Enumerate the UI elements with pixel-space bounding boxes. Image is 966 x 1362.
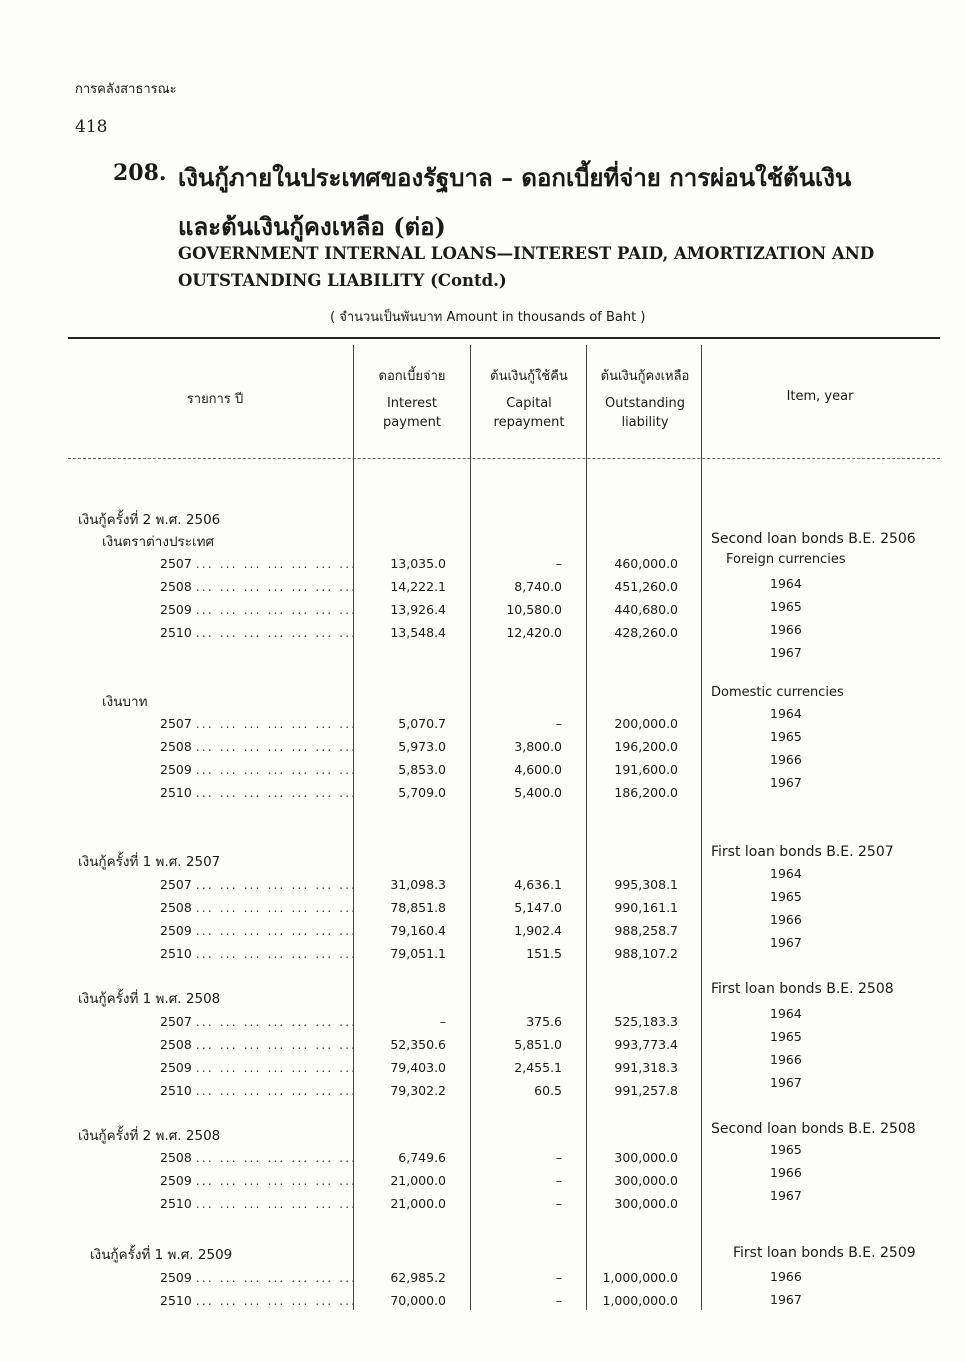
column-header-capital [476,367,582,432]
capital-cell: 60.5 [534,1083,562,1098]
interest-cell: 62,985.2 [390,1270,446,1285]
capital-cell: 12,420.0 [506,625,562,640]
row-year: 2508 ... ... ... ... ... ... ... [160,900,358,915]
capital-cell: 4,636.1 [514,877,562,892]
title-english-line1: GOVERNMENT INTERNAL LOANS—INTEREST PAID, AMORTIZATION AND [178,244,875,263]
interest-cell: 5,853.0 [398,762,446,777]
capital-cell: 2,455.1 [514,1060,562,1075]
outstanding-cell: 196,200.0 [614,739,678,754]
capital-cell: – [555,716,562,731]
row-year: 2508 ... ... ... ... ... ... ... [160,739,358,754]
outstanding-cell: 428,260.0 [614,625,678,640]
title-thai-line2: และต้นเงินกู้คงเหลือ (ต่อ) [178,212,446,241]
english-year: 1966 [770,912,802,927]
column-header-interest-en: Interest payment [383,396,441,430]
interest-cell: 79,403.0 [390,1060,446,1075]
group-label-th: เงินกู้ครั้งที่ 1 พ.ศ. 2507 [78,854,221,870]
english-year: 1967 [770,935,802,950]
capital-cell: 375.6 [526,1014,562,1029]
row-year: 2509 ... ... ... ... ... ... ... [160,602,358,617]
column-divider-3 [586,345,587,1310]
outstanding-cell: 1,000,000.0 [602,1293,678,1308]
group-sublabel-en: Domestic currencies [711,685,844,700]
running-head: การคลังสาธารณะ [75,82,177,97]
column-divider-2 [470,345,471,1310]
english-year: 1966 [770,1269,802,1284]
row-year: 2509 ... ... ... ... ... ... ... [160,1270,358,1285]
group-sublabel-th: เงินตราต่างประเทศ [102,534,215,550]
column-header-capital-en: Capital repayment [493,396,565,430]
capital-cell: – [555,1173,562,1188]
capital-cell: – [555,1293,562,1308]
page-number: 418 [75,117,108,137]
column-header-outstanding [591,367,699,432]
outstanding-cell: 300,000.0 [614,1196,678,1211]
group-label-th: เงินกู้ครั้งที่ 1 พ.ศ. 2508 [78,991,221,1007]
english-year: 1965 [770,599,802,614]
column-header-outstanding-th: ต้นเงินกู้คงเหลือ [600,369,690,384]
interest-cell: 13,035.0 [390,556,446,571]
outstanding-cell: 988,107.2 [614,946,678,961]
table-number: 208. [113,160,167,186]
row-year: 2509 ... ... ... ... ... ... ... [160,762,358,777]
outstanding-cell: 1,000,000.0 [602,1270,678,1285]
row-year: 2507 ... ... ... ... ... ... ... [160,716,358,731]
group-label-en: First loan bonds B.E. 2507 [711,844,894,860]
english-year: 1967 [770,1188,802,1203]
english-year: 1967 [770,1292,802,1307]
outstanding-cell: 451,260.0 [614,579,678,594]
outstanding-cell: 440,680.0 [614,602,678,617]
english-year: 1966 [770,1165,802,1180]
capital-cell: 5,851.0 [514,1037,562,1052]
capital-cell: 10,580.0 [506,602,562,617]
column-divider-4 [701,345,702,1310]
column-header-item [150,390,280,409]
interest-cell: 79,160.4 [390,923,446,938]
column-header-interest [358,367,466,432]
capital-cell: 5,147.0 [514,900,562,915]
outstanding-cell: 300,000.0 [614,1173,678,1188]
outstanding-cell: 300,000.0 [614,1150,678,1165]
units-note: ( จำนวนเป็นพันบาท Amount in thousands of Baht ) [330,310,646,325]
row-year: 2510 ... ... ... ... ... ... ... [160,946,358,961]
capital-cell: 1,902.4 [514,923,562,938]
english-year: 1965 [770,729,802,744]
outstanding-cell: 186,200.0 [614,785,678,800]
english-year: 1964 [770,866,802,881]
column-header-item-th: รายการ ปี [186,392,244,407]
row-year: 2510 ... ... ... ... ... ... ... [160,1083,358,1098]
english-year: 1964 [770,1006,802,1021]
outstanding-cell: 990,161.1 [614,900,678,915]
interest-cell: 5,070.7 [398,716,446,731]
row-year: 2509 ... ... ... ... ... ... ... [160,923,358,938]
row-year: 2510 ... ... ... ... ... ... ... [160,785,358,800]
capital-cell: – [555,1150,562,1165]
column-header-item-en [760,387,880,406]
english-year: 1965 [770,889,802,904]
interest-cell: 14,222.1 [390,579,446,594]
english-year: 1965 [770,1029,802,1044]
english-year: 1967 [770,775,802,790]
interest-cell: 52,350.6 [390,1037,446,1052]
row-year: 2508 ... ... ... ... ... ... ... [160,1150,358,1165]
table-top-rule [68,337,940,339]
outstanding-cell: 525,183.3 [614,1014,678,1029]
row-year: 2508 ... ... ... ... ... ... ... [160,579,358,594]
row-year: 2509 ... ... ... ... ... ... ... [160,1173,358,1188]
outstanding-cell: 191,600.0 [614,762,678,777]
interest-cell: 31,098.3 [390,877,446,892]
english-year: 1966 [770,622,802,637]
capital-cell: 8,740.0 [514,579,562,594]
group-label-th: เงินกู้ครั้งที่ 2 พ.ศ. 2508 [78,1128,221,1144]
row-year: 2510 ... ... ... ... ... ... ... [160,1196,358,1211]
english-year: 1966 [770,752,802,767]
column-header-item-en-text: Item, year [786,389,854,404]
english-year: 1967 [770,1075,802,1090]
interest-cell: – [439,1014,446,1029]
group-label-en: Second loan bonds B.E. 2506 [711,531,916,547]
capital-cell: 3,800.0 [514,739,562,754]
capital-cell: 5,400.0 [514,785,562,800]
interest-cell: 13,926.4 [390,602,446,617]
column-header-outstanding-en: Outstanding liability [605,396,685,430]
interest-cell: 5,973.0 [398,739,446,754]
column-header-interest-th: ดอกเบี้ยจ่าย [378,369,446,384]
group-label-en: First loan bonds B.E. 2508 [711,981,894,997]
title-english-line2: OUTSTANDING LIABILITY (Contd.) [178,271,507,290]
outstanding-cell: 991,318.3 [614,1060,678,1075]
row-year: 2507 ... ... ... ... ... ... ... [160,877,358,892]
group-sublabel-en: Foreign currencies [726,552,846,567]
row-year: 2510 ... ... ... ... ... ... ... [160,625,358,640]
interest-cell: 78,851.8 [390,900,446,915]
outstanding-cell: 460,000.0 [614,556,678,571]
english-year: 1964 [770,576,802,591]
column-divider-1 [353,345,354,1310]
group-label-en: First loan bonds B.E. 2509 [733,1245,916,1261]
interest-cell: 13,548.4 [390,625,446,640]
row-year: 2509 ... ... ... ... ... ... ... [160,1060,358,1075]
column-header-capital-th: ต้นเงินกู้ใช้คืน [490,369,568,384]
interest-cell: 5,709.0 [398,785,446,800]
row-year: 2510 ... ... ... ... ... ... ... [160,1293,358,1308]
interest-cell: 79,302.2 [390,1083,446,1098]
group-label-th: เงินกู้ครั้งที่ 2 พ.ศ. 2506 [78,512,221,528]
interest-cell: 21,000.0 [390,1196,446,1211]
outstanding-cell: 995,308.1 [614,877,678,892]
header-bottom-rule [68,458,940,459]
group-label-th: เงินกู้ครั้งที่ 1 พ.ศ. 2509 [90,1247,233,1263]
capital-cell: 151.5 [526,946,562,961]
english-year: 1966 [770,1052,802,1067]
title-thai-line1: เงินกู้ภายในประเทศของรัฐบาล – ดอกเบี้ยที่จ่าย การผ่อนใช้ต้นเงิน [178,163,852,192]
interest-cell: 6,749.6 [398,1150,446,1165]
english-year: 1965 [770,1142,802,1157]
interest-cell: 79,051.1 [390,946,446,961]
outstanding-cell: 993,773.4 [614,1037,678,1052]
english-year: 1967 [770,645,802,660]
capital-cell: 4,600.0 [514,762,562,777]
english-year: 1964 [770,706,802,721]
group-sublabel-th: เงินบาท [102,694,148,710]
capital-cell: – [555,1196,562,1211]
outstanding-cell: 988,258.7 [614,923,678,938]
interest-cell: 21,000.0 [390,1173,446,1188]
capital-cell: – [555,556,562,571]
outstanding-cell: 991,257.8 [614,1083,678,1098]
row-year: 2508 ... ... ... ... ... ... ... [160,1037,358,1052]
row-year: 2507 ... ... ... ... ... ... ... [160,1014,358,1029]
outstanding-cell: 200,000.0 [614,716,678,731]
capital-cell: – [555,1270,562,1285]
row-year: 2507 ... ... ... ... ... ... ... [160,556,358,571]
interest-cell: 70,000.0 [390,1293,446,1308]
group-label-en: Second loan bonds B.E. 2508 [711,1121,916,1137]
